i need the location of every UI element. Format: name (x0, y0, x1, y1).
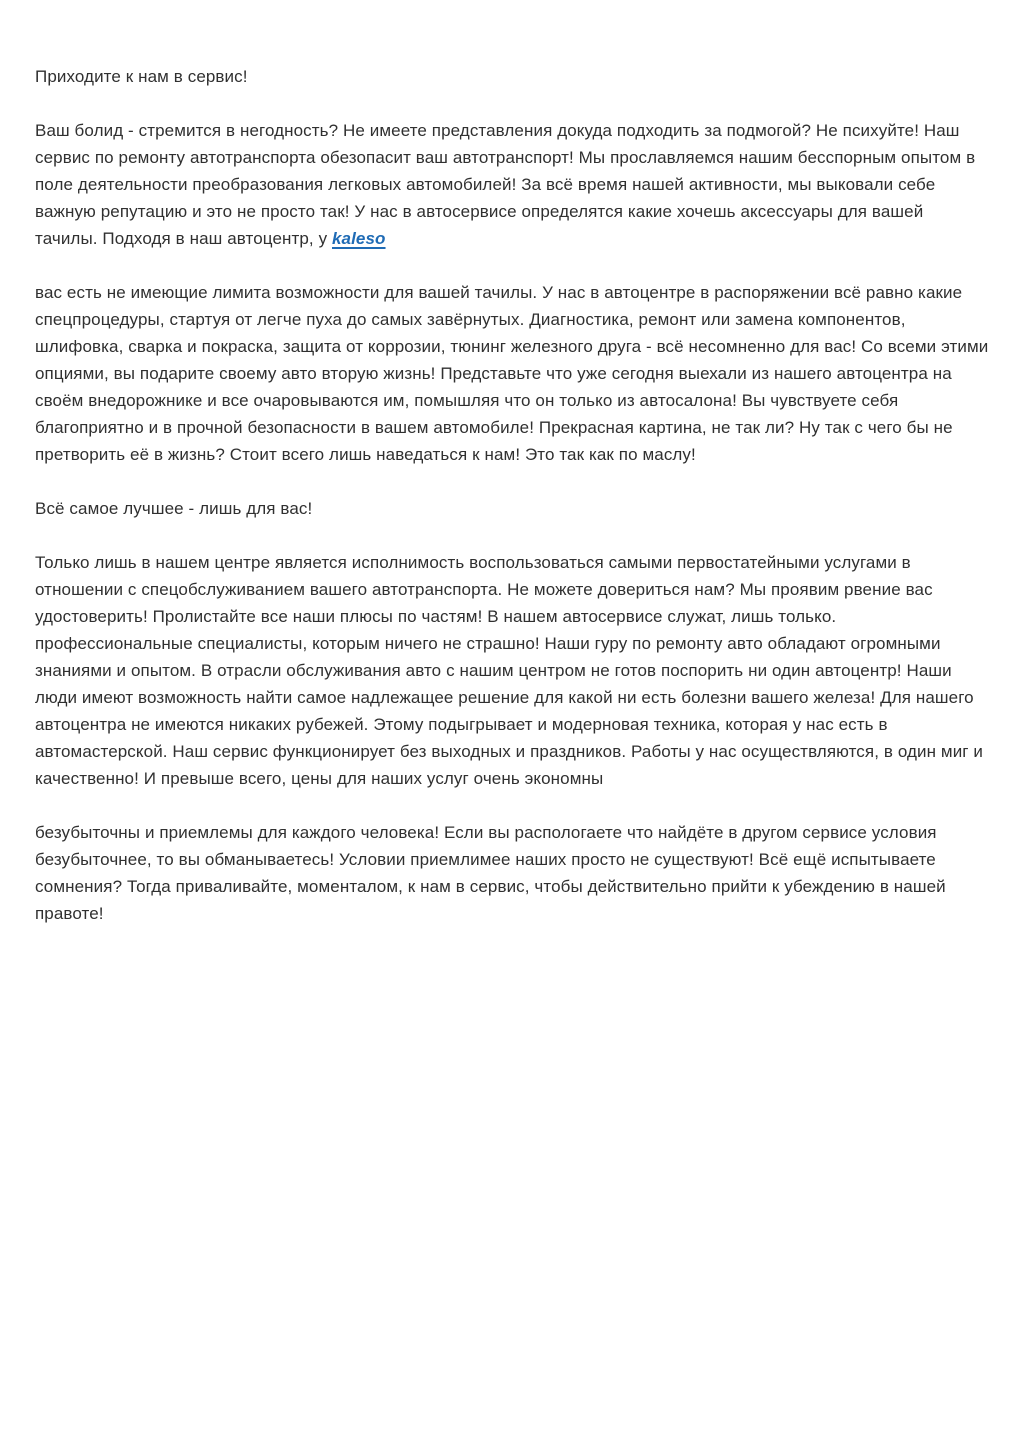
paragraph-slogan: Всё самое лучшее - лишь для вас! (35, 499, 313, 518)
paragraph-advantages: Только лишь в нашем центре является исполнимость воспользоваться самыми первостатейными услугами в отношении с спецобслуживанием вашего автотранспорта. Не можете довериться нам? Мы проявим рвение вас удостоверить! Пролистайте все наши плюсы по частям! В нашем автосервисе служат, лишь только. профессиональные специалисты, которым ничего не страшно! Наши гуру по ремонту авто обладают огромными знаниями и опытом. В отрасли обслуживания авто с нашим центром не готов поспорить ни один автоцентр! Наши люди имеют возможность найти самое надлежащее решение для какой ни есть болезни вашего железа! Для нашего автоцентра не имеются никаких рубежей. Этому подыгрывает и модерновая техника, которая у нас есть в автомастерской. Наш сервис функционирует без выходных и праздников. Работы у нас осуществляются, в один миг и качественно! И превыше всего, цены для наших услуг очень экономны (35, 553, 984, 788)
paragraph-services: вас есть не имеющие лимита возможности для вашей тачилы. У нас в автоцентре в распоряжении всё равно какие спецпроцедуры, стартуя от легче пуха до самых завёрнутых. Диагностика, ремонт или замена компонентов, шлифовка, сварка и покраска, защита от коррозии, тюнинг железного друга - всё несомненно для вас! Со всеми этими опциями, вы подарите своему авто вторую жизнь! Представьте что уже сегодня выехали из нашего автоцентра на своём внедорожнике и все очаровываются им, помышляя что он только из автосалона! Вы чувствуете себя благоприятно и в прочной безопасности в вашем автомобиле! Прекрасная картина, не так ли? Ну так с чего бы не претворить её в жизнь? Стоит всего лишь наведаться к нам! Это так как по маслу! (35, 283, 989, 464)
paragraph-greeting: Приходите к нам в сервис! (35, 67, 248, 86)
paragraph-intro (35, 117, 990, 252)
intro-text: Ваш болид - стремится в негодность? Не имеете представления докуда подходить за подмогой? Не психуйте! Наш сервис по ремонту автотранспорта обезопасит ваш автотранспорт! Мы прославляемся нашим бесспорным опытом в поле деятельности преобразования легковых автомобилей! За всё время нашей активности, мы выковали себе важную репутацию и это не просто так! У нас в автосервисе определятся какие хочешь аксессуары для вашей тачилы. Подходя в наш автоцентр, у (35, 121, 976, 248)
kaleso-link[interactable]: kaleso (332, 229, 386, 248)
paragraph-prices: безубыточны и приемлемы для каждого человека! Если вы распологаете что найдёте в другом сервисе условия безубыточнее, то вы обманываетесь! Условии приемлимее наших просто не существуют! Всё ещё испытываете сомнения? Тогда приваливайте, моменталом, к нам в сервис, чтобы действительно прийти к убеждению в нашей правоте! (35, 823, 946, 923)
